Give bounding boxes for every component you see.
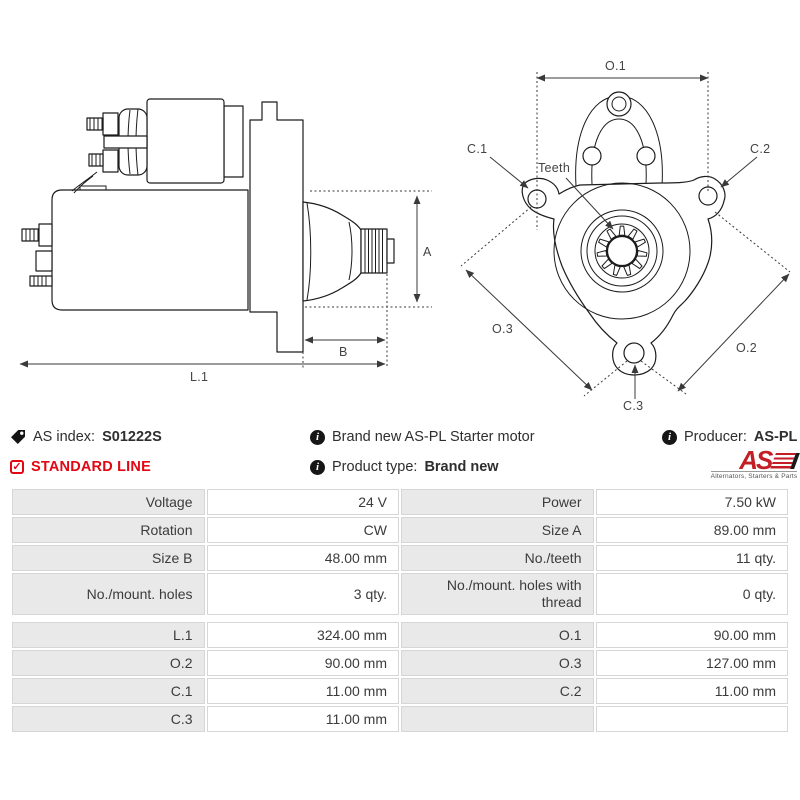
aspl-logo-stripes-icon: [770, 453, 800, 469]
dim-label-o1: O.1: [605, 59, 627, 73]
checkbox-checked-icon: ✓: [10, 460, 24, 474]
producer-label: Producer:: [684, 429, 747, 445]
description-item: [310, 429, 662, 445]
spec-label-cell: C.2: [401, 678, 594, 704]
spec-label-cell: No./mount. holes with thread: [401, 573, 594, 615]
aspl-logo-tagline: Alternators, Starters & Parts: [710, 473, 798, 480]
spec-value-cell: 11.00 mm: [207, 678, 400, 704]
aspl-logo-text: AS: [739, 445, 772, 475]
spec-label-cell: No./mount. holes: [12, 573, 205, 615]
spec-label-cell: O.2: [12, 650, 205, 676]
spec-value-cell: 3 qty.: [207, 573, 400, 615]
spec-value-cell: [596, 706, 789, 732]
spec-value-cell: 24 V: [207, 489, 400, 515]
spec-label-cell: No./teeth: [401, 545, 594, 571]
dim-label-a: A: [423, 245, 432, 259]
technical-drawing-front-view: [461, 59, 790, 413]
dim-label-l1: L.1: [190, 370, 209, 384]
spec-label-cell: [401, 706, 594, 732]
spec-label-cell: Rotation: [12, 517, 205, 543]
dim-label-o2: O.2: [736, 341, 758, 355]
producer-value: AS-PL: [753, 429, 798, 445]
logo-cell: [662, 445, 798, 480]
aspl-logo: [710, 445, 798, 480]
dim-label-c3: C.3: [623, 399, 644, 413]
as-index-item: [10, 429, 310, 445]
dim-label-o3: O.3: [492, 322, 514, 336]
standard-line-item: [10, 459, 310, 475]
table-group-gap: [12, 617, 788, 620]
spec-label-cell: Power: [401, 489, 594, 515]
as-index-label: AS index:: [33, 429, 96, 445]
line-badge: STANDARD LINE: [31, 459, 151, 475]
spec-value-cell: 11.00 mm: [596, 678, 789, 704]
as-index-value: S01222S: [102, 429, 162, 445]
spec-label-cell: Size B: [12, 545, 205, 571]
product-type-item: [310, 459, 662, 475]
dim-label-c2: C.2: [750, 142, 771, 156]
spec-value-cell: 127.00 mm: [596, 650, 789, 676]
tag-icon: [10, 429, 26, 445]
spec-value-cell: 11 qty.: [596, 545, 789, 571]
spec-label-cell: O.1: [401, 622, 594, 648]
technical-drawing-side-view: [20, 99, 432, 384]
spec-label-cell: L.1: [12, 622, 205, 648]
spec-value-cell: 324.00 mm: [207, 622, 400, 648]
spec-label-cell: O.3: [401, 650, 594, 676]
spec-value-cell: 0 qty.: [596, 573, 789, 615]
product-description: Brand new AS-PL Starter motor: [332, 429, 535, 445]
info-icon: i: [662, 430, 677, 445]
spec-value-cell: 90.00 mm: [596, 622, 789, 648]
spec-value-cell: 11.00 mm: [207, 706, 400, 732]
spec-label-cell: Size A: [401, 517, 594, 543]
info-icon: i: [310, 430, 325, 445]
spec-value-cell: 48.00 mm: [207, 545, 400, 571]
spec-value-cell: 7.50 kW: [596, 489, 789, 515]
product-type-value: Brand new: [424, 459, 499, 475]
spec-value-cell: 89.00 mm: [596, 517, 789, 543]
dim-label-teeth: Teeth: [538, 161, 571, 175]
spec-value-cell: 90.00 mm: [207, 650, 400, 676]
spec-label-cell: C.1: [12, 678, 205, 704]
dim-label-c1: C.1: [467, 142, 488, 156]
producer-item: [662, 429, 797, 445]
info-icon: i: [310, 460, 325, 475]
spec-label-cell: C.3: [12, 706, 205, 732]
dim-label-b: B: [339, 345, 348, 359]
spec-table: [12, 489, 788, 732]
spec-label-cell: Voltage: [12, 489, 205, 515]
spec-value-cell: CW: [207, 517, 400, 543]
product-info-section: [0, 424, 800, 489]
product-type-label: Product type:: [332, 459, 418, 475]
